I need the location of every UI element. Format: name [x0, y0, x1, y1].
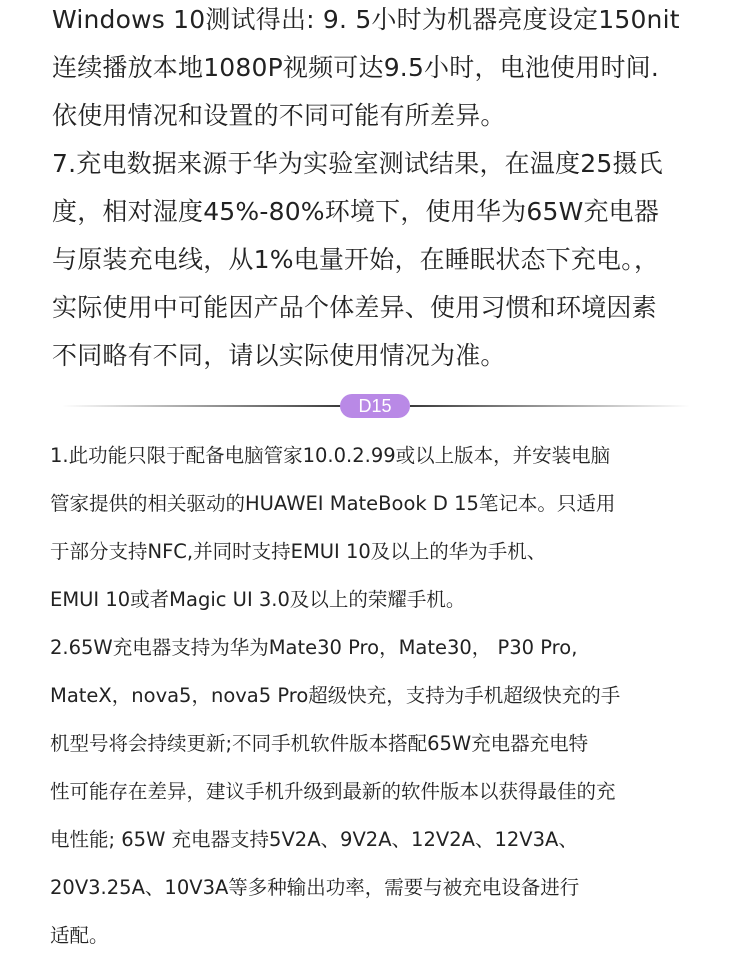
- note-line: 度，相对湿度45%-80%环境下，使用华为65W充电器: [52, 197, 660, 226]
- section-badge-d15: D15: [340, 394, 410, 418]
- note-line: 实际使用中可能因产品个体差异、使用习惯和环境因素: [52, 293, 657, 322]
- d15-note-line: 20V3.25A、10V3A等多种输出功率，需要与被充电设备进行: [50, 876, 580, 899]
- note-line: Windows 10测试得出: 9. 5小时为机器亮度设定150nit: [52, 5, 680, 34]
- d15-note-line: 于部分支持NFC,并同时支持EMUI 10及以上的华为手机、: [50, 540, 547, 563]
- note-line: 不同略有不同，请以实际使用情况为准。: [52, 341, 506, 370]
- section-divider: [0, 392, 750, 420]
- d15-note-line: 机型号将会持续更新;不同手机软件版本搭配65W充电器充电特: [50, 732, 589, 755]
- d15-note-line: 1.此功能只限于配备电脑管家10.0.2.99或以上版本，并安装电脑: [50, 444, 611, 467]
- d15-note-line: 电性能; 65W 充电器支持5V2A、9V2A、12V2A、12V3A、: [50, 828, 578, 851]
- d15-note-line: 性可能存在差异，建议手机升级到最新的软件版本以获得最佳的充: [50, 780, 616, 803]
- top-notes-section: [52, 0, 732, 380]
- note-line: 依使用情况和设置的不同可能有所差异。: [52, 101, 506, 130]
- note-line: 连续播放本地1080P视频可达9.5小时，电池使用时间.: [52, 53, 660, 82]
- d15-notes-section: [50, 432, 740, 960]
- divider-line-left: [62, 405, 342, 407]
- d15-note-line: 适配。: [50, 924, 109, 947]
- d15-note-line: MateX，nova5，nova5 Pro超级快充，支持为手机超级快充的手: [50, 684, 621, 707]
- divider-line-right: [410, 405, 690, 407]
- d15-note-line: EMUI 10或者Magic UI 3.0及以上的荣耀手机。: [50, 588, 466, 611]
- note-line: 7.充电数据来源于华为实验室测试结果，在温度25摄氏: [52, 149, 663, 178]
- d15-note-line: 2.65W充电器支持为华为Mate30 Pro，Mate30， P30 Pro,: [50, 636, 578, 659]
- note-line: 与原装充电线，从1%电量开始，在睡眠状态下充电。，: [52, 245, 660, 274]
- d15-note-line: 管家提供的相关驱动的HUAWEI MateBook D 15笔记本。只适用: [50, 492, 616, 515]
